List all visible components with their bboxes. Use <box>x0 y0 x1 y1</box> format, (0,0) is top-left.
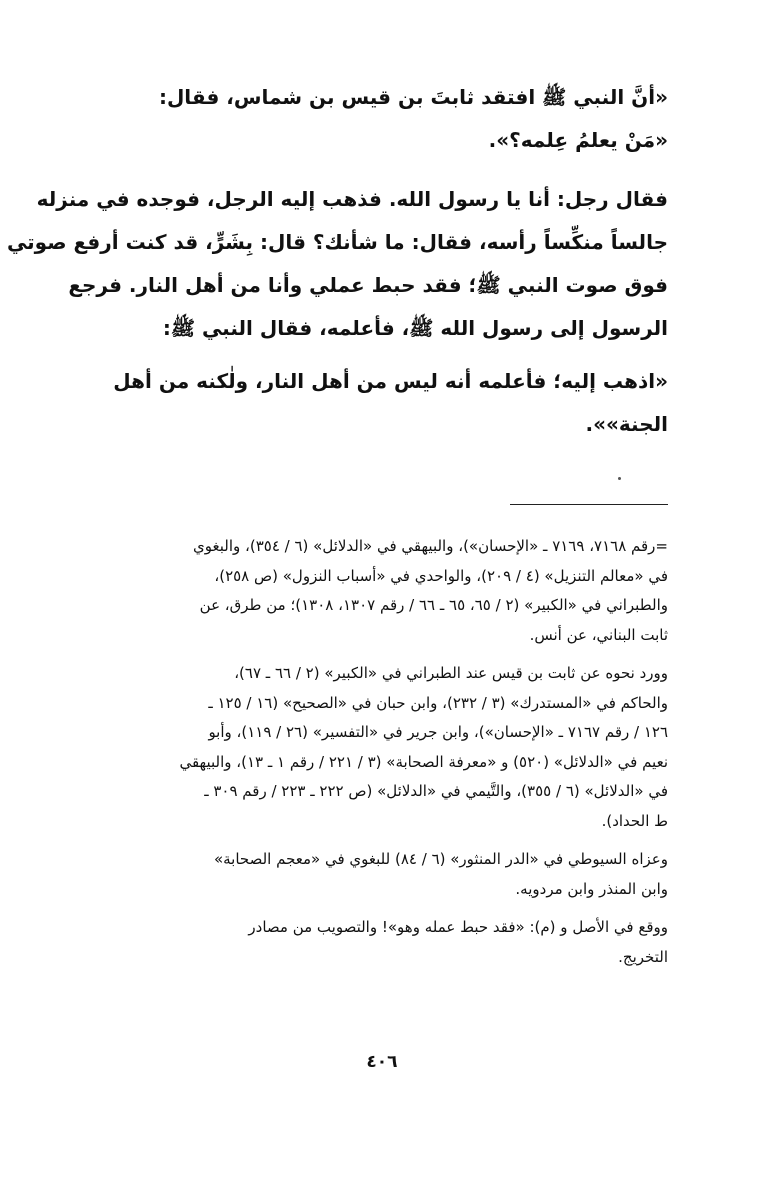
hadith-paragraph-2 <box>98 360 668 446</box>
text-line: «أنَّ النبي ﷺ افتقد ثابتَ بن قيس بن شماس، فقال: <box>158 85 668 109</box>
main-text-narrative <box>6 178 668 350</box>
footnotes <box>98 532 668 981</box>
footnote-line: والحاكم في «المستدرك» (٣ / ٢٣٢)، وابن حبان في «الصحيح» (١٦ / ١٢٥ ـ <box>208 693 668 712</box>
narrative-paragraph <box>6 178 668 350</box>
footnote-paragraph-2 <box>98 659 668 836</box>
text-line: فوق صوت النبي ﷺ؛ فقد حبط عملي وأنا من أهل النار. فرجع <box>68 273 668 297</box>
text-line: فقال رجل: أنا يا رسول الله. فذهب إليه الرجل، فوجده في منزله <box>36 187 668 211</box>
footnote-paragraph-1 <box>98 532 668 650</box>
stray-dot <box>618 477 621 480</box>
text-line: «اذهب إليه؛ فأعلمه أنه ليس من أهل النار، ولٰكنه من أهل <box>113 369 668 393</box>
footnote-line: والطبراني في «الكبير» (٢ / ٦٥، ٦٥ ـ ٦٦ / رقم ١٣٠٧، ١٣٠٨)؛ من طرق، عن <box>199 596 668 614</box>
footnote-line: في «الدلائل» (٦ / ٣٥٥)، والتَّيمي في «الدلائل» (ص ٢٢٢ ـ ٢٢٣ / رقم ٣٠٩ ـ <box>204 782 668 800</box>
footnote-divider <box>510 504 668 505</box>
footnote-line: وورد نحوه عن ثابت بن قيس عند الطبراني في «الكبير» (٢ / ٦٦ ـ ٦٧)، <box>234 664 668 682</box>
main-text-quote <box>98 360 668 446</box>
footnote-line: ط الحداد). <box>601 811 668 830</box>
footnote-line: ثابت البناني، عن أنس. <box>529 625 668 644</box>
text-line: «مَنْ يعلمُ عِلمه؟». <box>488 128 668 152</box>
footnote-line: ١٢٦ / رقم ٧١٦٧ ـ «الإحسان»)، وابن جرير في «التفسير» (٢٦ / ١١٩)، وأبو <box>208 723 668 741</box>
hadith-paragraph-1 <box>98 76 668 162</box>
footnote-paragraph-3 <box>98 845 668 904</box>
footnote-line: في «معالم التنزيل» (٤ / ٢٠٩)، والواحدي في «أسباب النزول» (ص ٢٥٨)، <box>214 566 668 585</box>
footnote-line: التخريج. <box>618 947 668 966</box>
text-line: الرسول إلى رسول الله ﷺ، فأعلمه، فقال النبي ﷺ: <box>162 316 668 340</box>
footnote-line: وعزاه السيوطي في «الدر المنثور» (٦ / ٨٤) للبغوي في «معجم الصحابة» <box>213 850 668 868</box>
page-number: ٤٠٦ <box>366 1052 398 1072</box>
footnote-line: ووقع في الأصل و (م): «فقد حبط عمله وهو»! والتصويب من مصادر <box>248 918 668 936</box>
footnote-line: نعيم في «الدلائل» (٥٢٠) و «معرفة الصحابة» (٣ / ٢٢١ / رقم ١ ـ ١٣)، والبيهقي <box>179 752 668 771</box>
footnote-paragraph-4 <box>98 913 668 972</box>
text-line: جالساً منكِّساً رأسه، فقال: ما شأنك؟ قال: بِشَرٍّ، قد كنت أرفع صوتي <box>6 230 668 254</box>
text-line: الجنة»». <box>585 412 668 436</box>
footnote-line: =رقم ٧١٦٨، ٧١٦٩ ـ «الإحسان»)، والبيهقي في «الدلائل» (٦ / ٣٥٤)، والبغوي <box>193 537 668 555</box>
footnote-line: وابن المنذر وابن مردويه. <box>515 879 668 898</box>
main-text <box>98 76 668 162</box>
